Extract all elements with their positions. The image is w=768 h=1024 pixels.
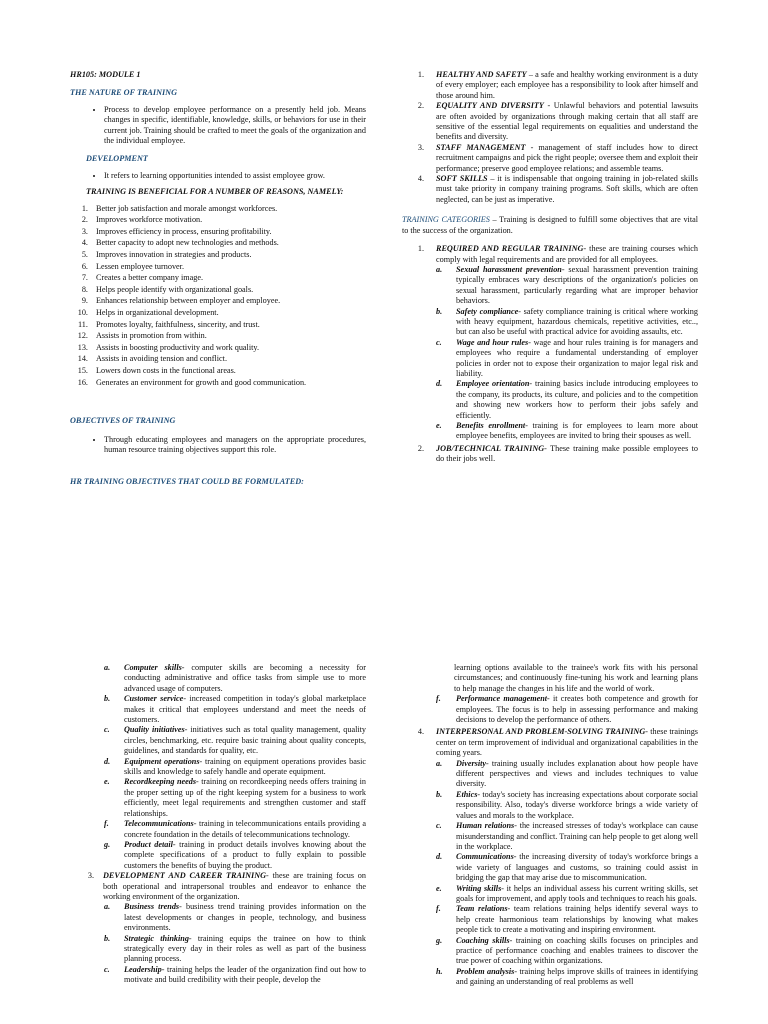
continued-text: learning options available to the trainee's work fits with his personal circumstances; and continuously fine-tuning his work and learning plans to help manage the changes in his life and the world of work. bbox=[454, 663, 698, 693]
category-4-subitem-letter: g. bbox=[436, 935, 443, 945]
category-1-subitem-text bbox=[456, 421, 698, 442]
technical-subitem bbox=[84, 663, 366, 694]
category-1-subitem-text bbox=[456, 379, 698, 421]
formulated-heading: HR TRAINING OBJECTIVES THAT COULD BE FORMULATED: bbox=[70, 477, 304, 487]
category-1-subitem-letter: c. bbox=[436, 337, 442, 347]
category-4-subitem-term: Ethics- bbox=[456, 789, 481, 799]
category-3-subitem-description: training helps the leader of the organization find out how to motivate and build credibility with their people, develop the bbox=[124, 964, 366, 985]
technical-subitem-term: Telecommunications- bbox=[124, 819, 197, 829]
category-3-number: 3. bbox=[87, 871, 94, 881]
objective-term: SOFT SKILLS bbox=[436, 174, 488, 184]
technical-subitem-term: Recordkeeping needs- bbox=[124, 777, 199, 787]
category-3-subitem-term: Leadership- bbox=[124, 964, 165, 974]
category-4-subitem-description: the increased stresses of today's workplace can cause misunderstanding and conflict. Training can help people to get along well in the workplace. bbox=[456, 821, 698, 851]
technical-subitem bbox=[84, 757, 366, 778]
reason-item: 10. Helps in organizational development. bbox=[90, 307, 366, 319]
category-4-subitem-text bbox=[456, 759, 698, 790]
category-3-subitem-text bbox=[124, 902, 366, 933]
category-4-subitem-letter: a. bbox=[436, 758, 443, 768]
category-4-subitem-description: team relations training helps identify several ways to help create harmonious team relationships by knowing what makes people tick to create a motivating and inspiring environment. bbox=[456, 904, 698, 935]
technical-subitem-letter: a. bbox=[104, 663, 111, 672]
category-4 bbox=[402, 727, 698, 758]
category-1-subitem-term: Safety compliance- bbox=[456, 306, 521, 316]
technical-subitem-term: Computer skills- bbox=[124, 663, 185, 672]
category-4-subitem-description: today's society has increasing expectations about corporate social responsibility. Also, today's diverse workforce brings a wide variety of values and morals to the workplace. bbox=[456, 789, 698, 820]
technical-subitem-text bbox=[124, 725, 366, 756]
page2-right-column bbox=[402, 663, 698, 988]
category-1-subitem bbox=[402, 338, 698, 380]
objective-text bbox=[436, 101, 698, 143]
technical-subitem-term: Equipment operations- bbox=[124, 756, 203, 766]
category-1-subitem bbox=[402, 307, 698, 338]
category-3-subitems bbox=[84, 902, 366, 985]
objective-item bbox=[402, 70, 698, 101]
page1-left-column bbox=[70, 70, 366, 488]
category-4-subitem-text bbox=[456, 790, 698, 821]
objective-sep: – bbox=[526, 70, 536, 79]
technical-subitem-description: increased competition in today's global marketplace makes it critical that employees understand and meet the needs of customers. bbox=[124, 694, 366, 725]
category-1-subitem-term: Sexual harassment prevention- bbox=[456, 264, 565, 274]
technical-subitem bbox=[84, 840, 366, 871]
technical-subitem-letter: b. bbox=[104, 694, 111, 704]
category-4-subitem bbox=[402, 884, 698, 905]
objective-description: it is indispensable that ongoing training in job-related skills must take priority in company training programs. Soft skills, which are often neglected, can be just as imperative. bbox=[436, 174, 698, 204]
category-4-subitem bbox=[402, 904, 698, 935]
objectives-numbered bbox=[402, 70, 698, 205]
development-list bbox=[70, 171, 366, 181]
category-4-subitem-letter: e. bbox=[436, 883, 442, 893]
category-4-subitem-description: it helps an individual assess his current writing skills, set goals for improvement, and apply tools and techniques to reach his goals. bbox=[456, 883, 698, 903]
technical-subitem bbox=[84, 694, 366, 725]
category-2 bbox=[402, 444, 698, 465]
objective-sep: - bbox=[525, 142, 539, 152]
objective-number: 1. bbox=[417, 70, 424, 79]
category-1-subitem-letter: b. bbox=[436, 306, 443, 316]
technical-subitem bbox=[84, 819, 366, 840]
category-1-subitem-term: Employee orientation- bbox=[456, 379, 533, 389]
development-bullet: • It refers to learning opportunities intended to assist employee grow. bbox=[104, 171, 366, 181]
category-3-subitem-letter: b. bbox=[104, 933, 111, 943]
category-4-subitem-term: Communications- bbox=[456, 852, 517, 862]
category-1-subitem bbox=[402, 421, 698, 442]
objective-number: 2. bbox=[417, 101, 424, 111]
category-3-subitem-term: Business trends- bbox=[124, 902, 182, 912]
technical-subitem-text bbox=[124, 757, 366, 778]
category-4-subitem-term: Diversity- bbox=[456, 758, 489, 768]
reason-item: 4. Better capacity to adopt new technologies and methods. bbox=[90, 237, 366, 249]
reasons-list bbox=[70, 203, 366, 389]
objective-term: STAFF MANAGEMENT bbox=[436, 142, 526, 152]
category-1-subitem-term: Benefits enrollment- bbox=[456, 421, 528, 430]
technical-subitem-term: Quality initiatives- bbox=[124, 725, 188, 735]
category-4-subitem bbox=[402, 759, 698, 790]
objective-text bbox=[436, 143, 698, 174]
category-4-subitem-letter: b. bbox=[436, 789, 443, 799]
category-1-subitem-description: wage and hour rules training is for managers and employees who require a fundamental understanding of employer policies in order not to expose their organization to major legal risk and liability. bbox=[456, 337, 698, 378]
module-title: HR105: MODULE 1 bbox=[70, 70, 141, 79]
category-4-subitem-text bbox=[456, 936, 698, 967]
technical-subitem-letter: g. bbox=[104, 839, 111, 849]
technical-subitem-letter: d. bbox=[104, 756, 111, 766]
category-4-subitem-term: Coaching skills- bbox=[456, 935, 513, 945]
technical-subitem-letter: c. bbox=[104, 725, 110, 735]
category-3-subitem-letter: c. bbox=[104, 964, 110, 974]
technical-subitem-description: training in telecommunications entails providing a concrete foundation in the details of telecommunications technology. bbox=[124, 819, 366, 839]
categories-heading: TRAINING CATEGORIES bbox=[402, 215, 490, 225]
technical-subitem-text bbox=[124, 694, 366, 725]
category-3-subitem-letter: a. bbox=[104, 902, 111, 912]
category-1-number: 1. bbox=[417, 244, 424, 254]
category-4-subitem-description: training on coaching skills focuses on principles and practice of performance coaching and enables trainees to discover the true power of coaching within organizations. bbox=[456, 935, 698, 966]
technical-subitem-text bbox=[124, 819, 366, 840]
category-4-subitems bbox=[402, 759, 698, 988]
objective-sep: - bbox=[543, 101, 554, 111]
reason-item: 15. Lowers down costs in the functional areas. bbox=[90, 365, 366, 377]
nature-bullet: • Process to develop employee performance on a presently held job. Means changes in specific, identifiable, knowledge, skills, or behaviors for use in their current job. Training should be crafted to meet the goals of the organization and the individual employee. bbox=[104, 105, 366, 147]
category-4-subitem bbox=[402, 967, 698, 988]
category-1-subitem-description: safety compliance training is critical where working with heavy equipment, hazardous chemicals, repetitive activities, etc.., but can also be useful with practical advice for avoiding assaults, etc. bbox=[456, 306, 698, 337]
category-2-text: JOB/TECHNICAL TRAINING- These training make possible employees to do their jobs well. bbox=[436, 443, 698, 464]
category-4-subitem-text bbox=[456, 967, 698, 988]
objectives-list bbox=[70, 435, 366, 456]
reason-item: 8. Helps people identify with organizational goals. bbox=[90, 284, 366, 296]
technical-subitem-term: Customer service- bbox=[124, 694, 187, 704]
reason-item: 2. Improves workforce motivation. bbox=[90, 214, 366, 226]
category-4-subitem-description: training helps improve skills of trainees in identifying and gaining an understanding of real problems as well bbox=[456, 966, 698, 987]
category-1-subitem bbox=[402, 265, 698, 307]
category-4-subitem-letter: h. bbox=[436, 966, 443, 976]
objective-sep: – bbox=[487, 174, 498, 184]
category-4-subitem bbox=[402, 936, 698, 967]
technical-subitem-letter: e. bbox=[104, 777, 110, 787]
reason-item: 6. Lessen employee turnover. bbox=[90, 261, 366, 273]
category-1 bbox=[402, 244, 698, 265]
category-1-subitem-letter: e. bbox=[436, 421, 442, 430]
performance-subitem-letter: f. bbox=[436, 694, 441, 704]
performance-subitem-term: Performance management- bbox=[456, 694, 550, 704]
objective-item bbox=[402, 143, 698, 174]
technical-subitem-text bbox=[124, 663, 366, 694]
category-3-subitem-description: training equips the trainee on how to think strategically every day in their roles as well as part of the business planning process. bbox=[124, 933, 366, 964]
category-1-subitem-description: sexual harassment prevention training typically embraces wary descriptions of the organization's policies on sexual harassment, particularly regarding what are improper behavior behaviors. bbox=[456, 264, 698, 306]
nature-list bbox=[70, 105, 366, 147]
category-4-number: 4. bbox=[417, 727, 424, 737]
technical-subitem-description: training on recordkeeping needs offers training in the proper setting up of the right keeping system for a business to work efficiently, meet legal requirements and strengthen customer and staff relationships. bbox=[124, 777, 366, 818]
categories-paragraph bbox=[402, 215, 698, 236]
objective-term: HEALTHY AND SAFETY bbox=[436, 70, 527, 79]
technical-subitem bbox=[84, 725, 366, 756]
objective-item bbox=[402, 101, 698, 143]
category-3-text: DEVELOPMENT AND CAREER TRAINING- these are training focus on both operational and intrapersonal troubles and endeavor to enhance the working environment of the organization. bbox=[103, 871, 366, 901]
beneficial-heading: TRAINING IS BENEFICIAL FOR A NUMBER OF REASONS, NAMELY: bbox=[86, 187, 344, 197]
performance-subitem-text bbox=[456, 694, 698, 725]
objective-term: EQUALITY AND DIVERSITY bbox=[436, 101, 544, 111]
objective-item bbox=[402, 174, 698, 205]
category-4-subitem-letter: d. bbox=[436, 852, 443, 862]
category-1-subitem-description: training is for employees to learn more about employee benefits, employees are invited to bring their spouses as well. bbox=[456, 421, 699, 441]
reason-item: 12. Assists in promotion from within. bbox=[90, 330, 366, 342]
technical-subitem-term: Product detail- bbox=[124, 839, 176, 849]
category-1-subitem-text bbox=[456, 307, 698, 338]
reason-item: 9. Enhances relationship between employer and employee. bbox=[90, 295, 366, 307]
category-3 bbox=[84, 871, 366, 902]
category-4-subitem-description: training usually includes explanation about how people have different perspectives and views and includes techniques to value diversity. bbox=[456, 758, 698, 789]
technical-training-subitems bbox=[84, 663, 366, 871]
category-3-subitem-text bbox=[124, 965, 366, 986]
reason-item: 11. Promotes loyalty, faithfulness, sincerity, and trust. bbox=[90, 319, 366, 331]
category-4-subitem-term: Writing skills- bbox=[456, 883, 504, 893]
category-3-subitem-description: business trend training provides information on the latest developments or changes in people, technology, and business environments. bbox=[124, 902, 366, 933]
objectives-heading: OBJECTIVES OF TRAINING bbox=[70, 416, 176, 426]
category-2-number: 2. bbox=[417, 443, 424, 453]
performance-subitem-description: it creates both competence and growth for employees. The focus is to help in assessing performance and making decisions to develop the performance of others. bbox=[456, 694, 698, 725]
technical-subitem-text bbox=[124, 777, 366, 819]
category-4-subitem-term: Team relations- bbox=[456, 904, 511, 914]
technical-subitem-description: training on equipment operations provides basic skills and knowledge to safely handle and operate equipment. bbox=[124, 756, 366, 777]
category-4-subitem bbox=[402, 852, 698, 883]
category-4-subitem-letter: c. bbox=[436, 821, 442, 831]
category-1-subitem-term: Wage and hour rules- bbox=[456, 337, 531, 347]
category-4-subitem-text bbox=[456, 821, 698, 852]
category-4-subitem-text bbox=[456, 884, 698, 905]
objectives-bullet: • Through educating employees and managers on the appropriate procedures, human resource training objectives support this role. bbox=[104, 435, 366, 456]
categories-intro: – Training is designed to fulfill some objectives that are vital to the success of the organization. bbox=[402, 215, 698, 235]
technical-subitem-description: training in product details involves knowing about the complete specifications of a product to fully explain to possible customers the benefits of buying the product. bbox=[124, 839, 366, 870]
page1-right-column bbox=[402, 70, 698, 465]
category-3-subitem-term: Strategic thinking- bbox=[124, 933, 192, 943]
category-4-subitem bbox=[402, 790, 698, 821]
objective-description: Unlawful behaviors and potential lawsuits are often avoided by organizations through making certain that all staff are sensitive of the essential legal requirements on equalities and understand the benefits and diversity. bbox=[436, 101, 699, 142]
objective-number: 4. bbox=[417, 174, 424, 184]
category-4-subitem-term: Problem analysis- bbox=[456, 966, 518, 976]
category-1-subitem-text bbox=[456, 265, 698, 307]
category-1-subitem bbox=[402, 379, 698, 421]
reason-item: 3. Improves efficiency in process, ensuring profitability. bbox=[90, 226, 366, 238]
category-3-subitem bbox=[84, 934, 366, 965]
technical-subitem bbox=[84, 777, 366, 819]
category-3-subitem-text bbox=[124, 934, 366, 965]
category-1-subitem-letter: d. bbox=[436, 379, 443, 389]
category-1-subitem-letter: a. bbox=[436, 264, 443, 274]
objective-text bbox=[436, 70, 698, 101]
objective-description: management of staff includes how to direct recruitment campaigns and pick the right people; oversee them and exploit their performance; preserve good employee relations; and assemble teams. bbox=[436, 142, 699, 173]
document-page-2 bbox=[0, 512, 768, 1024]
objective-description: a safe and healthy working environment is a duty of every employer; each employee has a responsibility to look after himself and those around him. bbox=[436, 70, 698, 100]
reason-item: 13. Assists in boosting productivity and work quality. bbox=[90, 342, 366, 354]
technical-subitem-letter: f. bbox=[104, 819, 109, 829]
category-1-subitem-description: training basics include introducing employees to the company, its products, its culture, and policies and to the competition and showing new workers how to perform their jobs safely and efficiently. bbox=[456, 379, 699, 420]
technical-subitem-text bbox=[124, 840, 366, 871]
category-3-subitem bbox=[84, 965, 366, 986]
category-4-subitem bbox=[402, 821, 698, 852]
category-3-subitem bbox=[84, 902, 366, 933]
category-4-subitem-text bbox=[456, 904, 698, 935]
category-4-subitem-term: Human relations- bbox=[456, 821, 517, 831]
category-1-text: REQUIRED AND REGULAR TRAINING- these are training courses which comply with legal requirements and are provided for all employees. bbox=[436, 244, 698, 264]
category-4-subitem-letter: f. bbox=[436, 904, 441, 914]
development-heading: DEVELOPMENT bbox=[86, 154, 148, 164]
nature-heading: THE NATURE OF TRAINING bbox=[70, 88, 177, 98]
reason-item: 14. Assists in avoiding tension and conflict. bbox=[90, 353, 366, 365]
reason-item: 5. Improves innovation in strategies and products. bbox=[90, 249, 366, 261]
objective-text bbox=[436, 174, 698, 205]
category-1-subitems bbox=[402, 265, 698, 442]
page2-left-column bbox=[84, 663, 366, 986]
reason-item: 1. Better job satisfaction and morale amongst workforces. bbox=[90, 203, 366, 215]
category-1-subitem-text bbox=[456, 338, 698, 380]
performance-management-item bbox=[402, 694, 698, 725]
technical-subitem-description: computer skills are becoming a necessity for conducting administrative and office tasks from simple use to more advanced usage of computers. bbox=[124, 663, 366, 693]
reason-item: 16. Generates an environment for growth and good communication. bbox=[90, 377, 366, 389]
technical-subitem-description: initiatives such as total quality management, quality circles, benchmarking, etc. require basic training about quality concepts, guidelines, and standards for quality, etc. bbox=[124, 725, 366, 756]
category-4-subitem-text bbox=[456, 852, 698, 883]
reason-item: 7. Creates a better company image. bbox=[90, 272, 366, 284]
performance-subitem bbox=[402, 694, 698, 725]
category-4-text: INTERPERSONAL AND PROBLEM-SOLVING TRAINING- these trainings center on term improvement of individual and organizational capabilities in the coming years. bbox=[436, 727, 698, 758]
category-4-subitem-description: the increasing diversity of today's workforce brings a wide variety of languages and customs, so training could assist in bridging the gap that may arise due to miscommunication. bbox=[456, 852, 698, 883]
objective-number: 3. bbox=[417, 142, 424, 152]
